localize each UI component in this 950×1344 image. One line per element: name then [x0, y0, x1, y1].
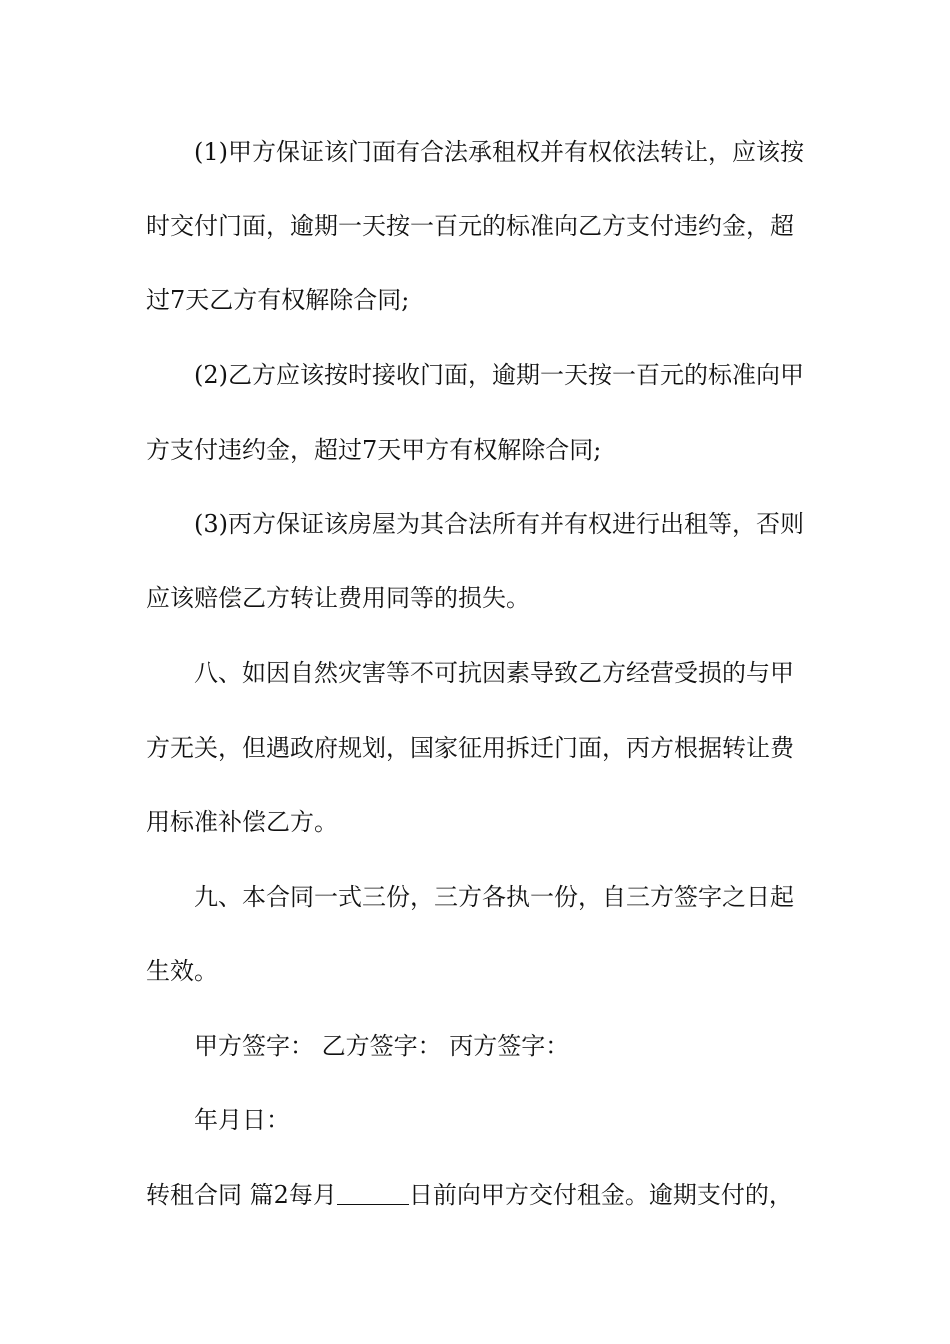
paragraph-line: (3)丙方保证该房屋为其合法所有并有权进行出租等，否则 [194, 510, 804, 538]
date-line: 年月日： [194, 1106, 290, 1134]
paragraph-line: 应该赔偿乙方转让费用同等的损失。 [146, 584, 530, 612]
paragraph-line: 八、如因自然灾害等不可抗因素导致乙方经营受损的与甲 [194, 659, 794, 687]
paragraph-line: 方无关，但遇政府规划，国家征用拆迁门面，丙方根据转让费 [146, 734, 794, 762]
signature-line: 甲方签字： 乙方签字： 丙方签字： [194, 1032, 570, 1060]
paragraph-line: 用标准补偿乙方。 [146, 808, 338, 836]
paragraph-line: 过7天乙方有权解除合同; [146, 286, 410, 314]
text-fragment: 转租合同 篇2每月 [146, 1181, 337, 1209]
paragraph-line: (2)乙方应该按时接收门面，逾期一天按一百元的标准向甲 [194, 361, 804, 389]
text-fragment: 日前向甲方交付租金。逾期支付的， [408, 1181, 793, 1209]
paragraph-line: 时交付门面，逾期一天按一百元的标准向乙方支付违约金，超 [146, 212, 794, 240]
fill-in-blank [337, 1182, 409, 1205]
paragraph-line: 方支付违约金，超过7天甲方有权解除合同; [146, 436, 602, 464]
paragraph-line: 生效。 [146, 957, 218, 985]
paragraph-line [146, 1177, 816, 1213]
paragraph-line: 九、本合同一式三份，三方各执一份，自三方签字之日起 [194, 883, 794, 911]
paragraph-line: (1)甲方保证该门面有合法承租权并有权依法转让，应该按 [194, 138, 804, 166]
